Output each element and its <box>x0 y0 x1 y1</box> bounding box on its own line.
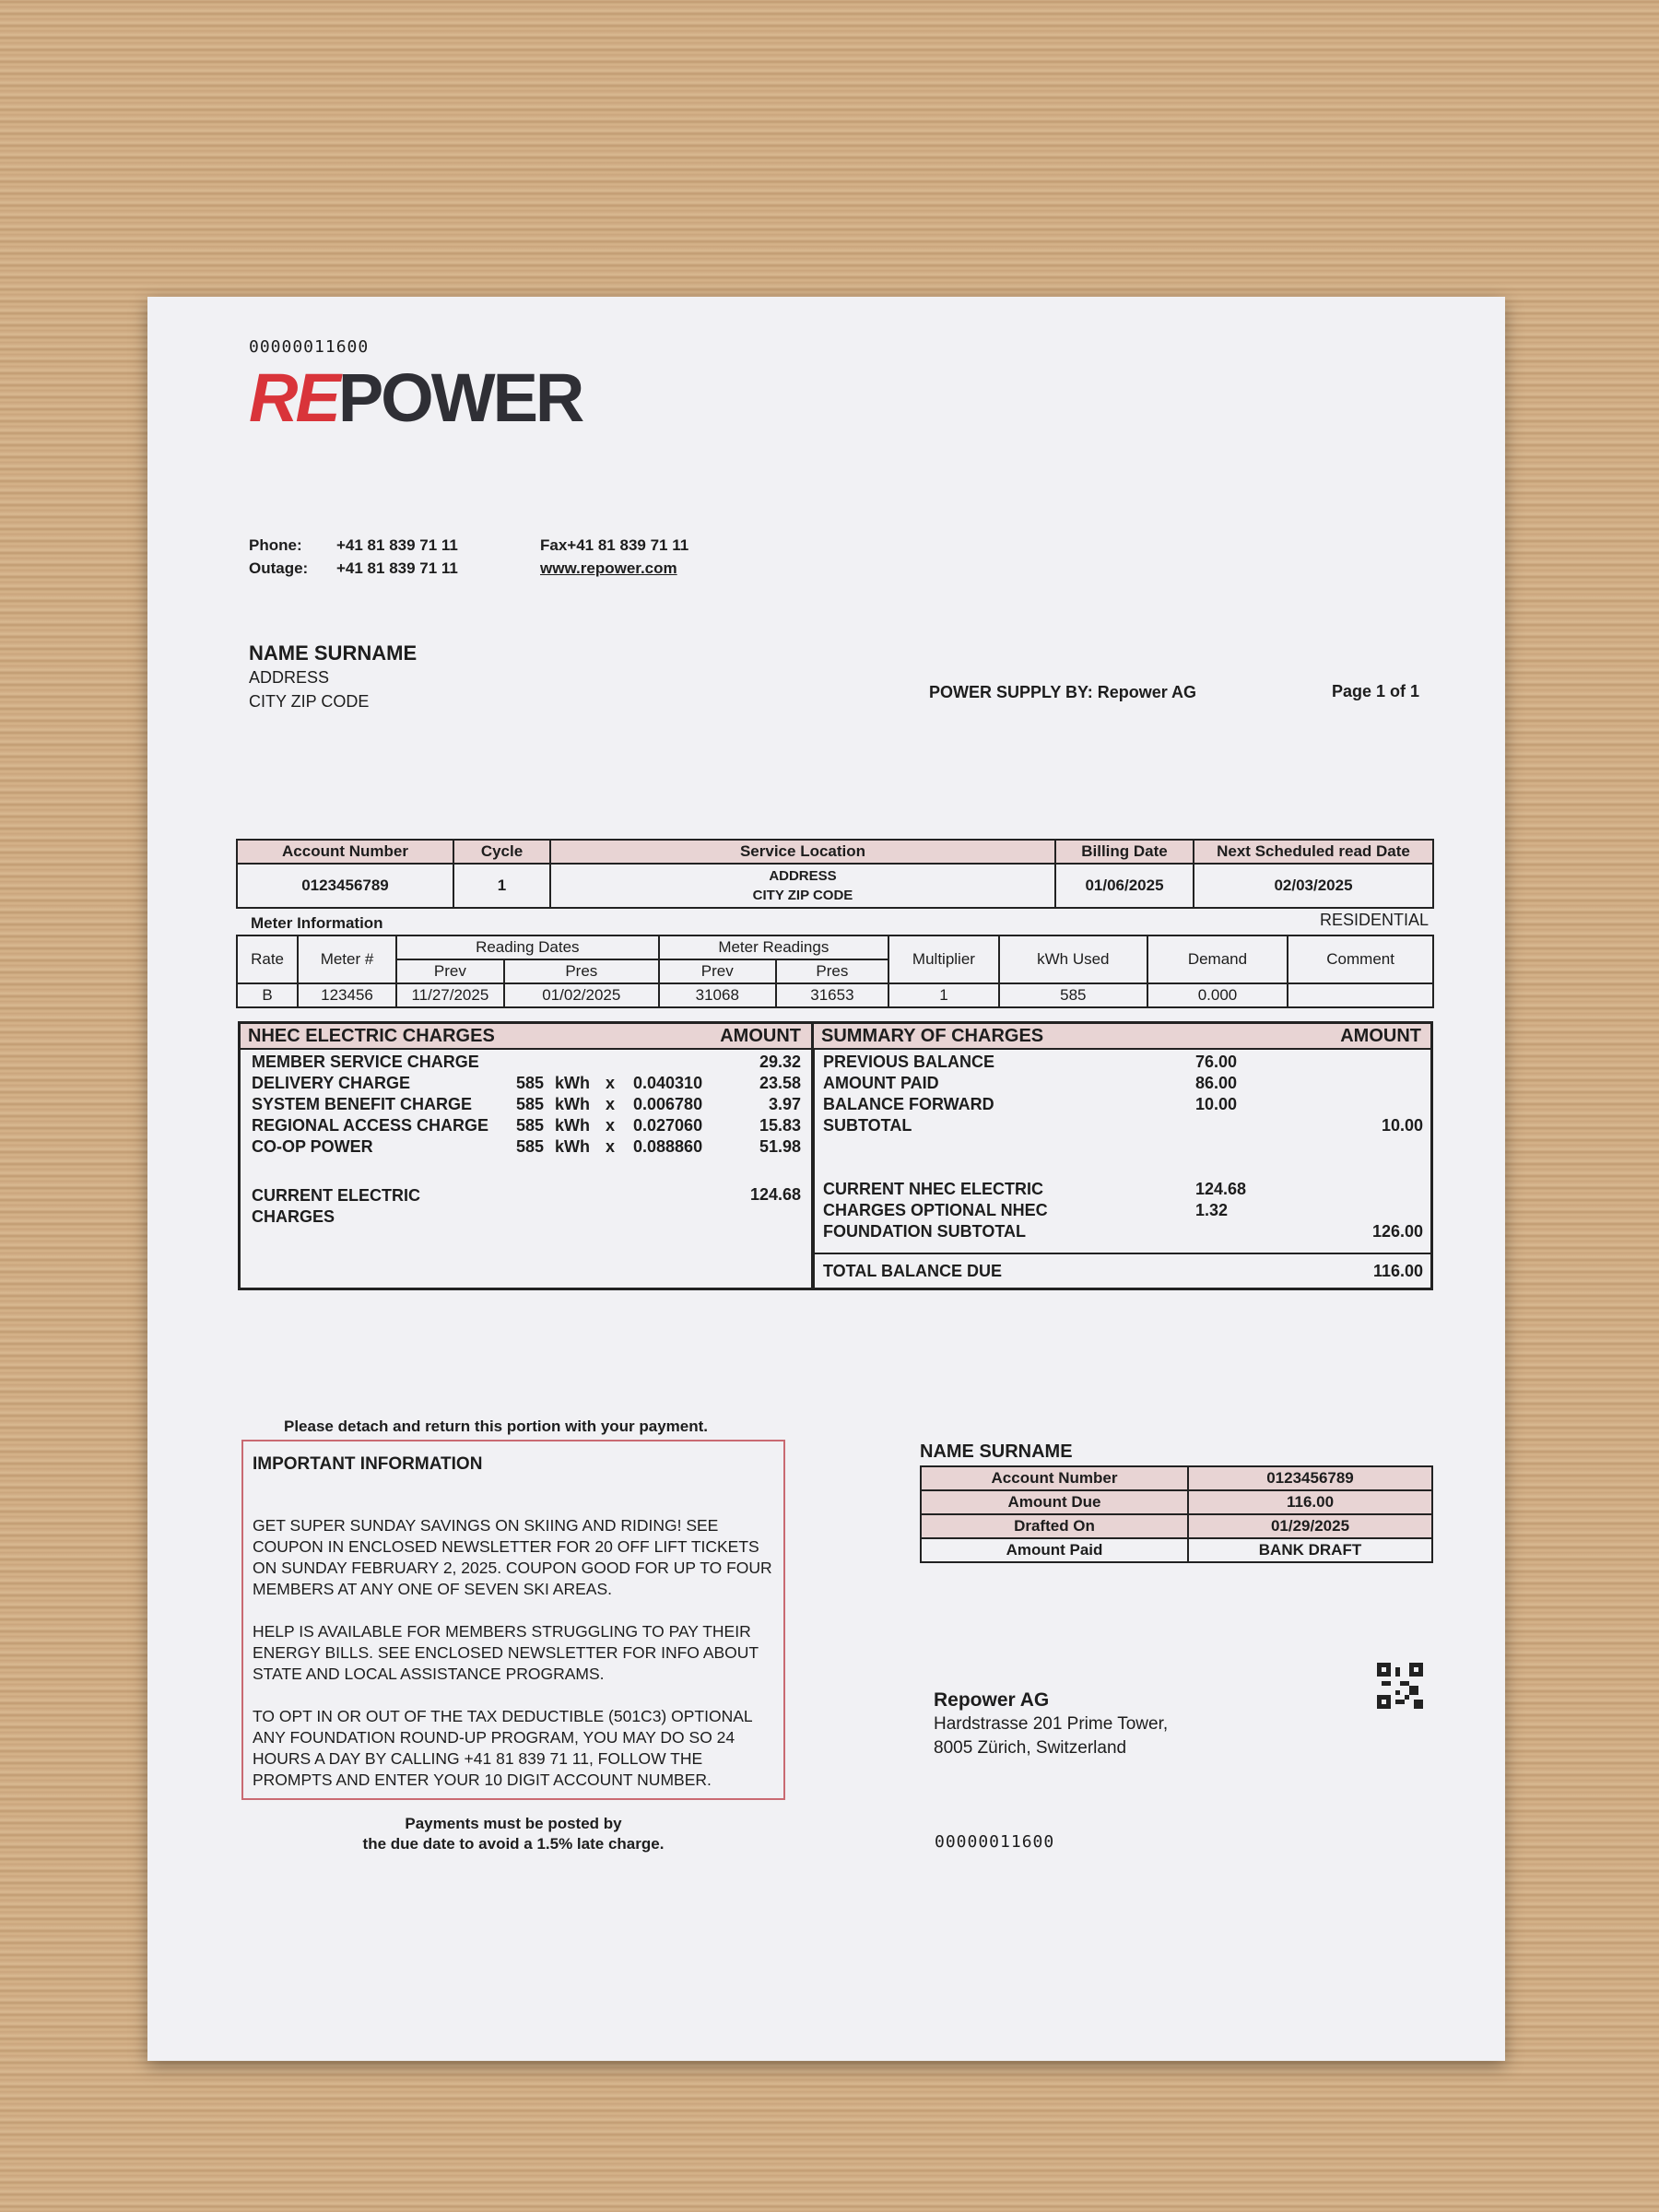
charge-label: MEMBER SERVICE CHARGE <box>252 1053 479 1071</box>
charge-qty: 585 <box>516 1095 545 1113</box>
current-charges-label <box>252 1185 420 1228</box>
important-info-box <box>241 1440 785 1800</box>
footer-code: 00000011600 <box>935 1832 1055 1852</box>
header-read-prev: Prev <box>659 959 776 983</box>
cycle-value: 1 <box>453 864 550 908</box>
header-multiplier: Multiplier <box>888 935 999 983</box>
electric-charges-box <box>238 1021 815 1290</box>
total-balance-value: 116.00 <box>1372 1262 1423 1280</box>
optional-charges-value: 1.32 <box>1195 1201 1229 1219</box>
header-meter-number: Meter # <box>298 935 396 983</box>
detach-note: Please detach and return this portion with your payment. <box>284 1418 709 1435</box>
page-number: Page 1 of 1 <box>1332 682 1420 700</box>
charge-label: DELIVERY CHARGE <box>252 1074 411 1092</box>
remit-label-amount-due: Amount Due <box>921 1490 1188 1514</box>
remit-label-drafted-on: Drafted On <box>921 1514 1188 1538</box>
website-link[interactable]: www.repower.com <box>540 559 677 577</box>
charges-amount-label: AMOUNT <box>720 1026 801 1046</box>
total-balance-label: TOTAL BALANCE DUE <box>823 1262 1003 1280</box>
charge-unit: kWh <box>555 1116 590 1135</box>
balance-forward-value: 10.00 <box>1195 1095 1238 1113</box>
info-paragraph-foundation: TO OPT IN OR OUT OF THE TAX DEDUCTIBLE (501C3) OPTIONAL ANY FOUNDATION ROUND-UP PROGRAM, YOU MAY DO SO 24 HOURS A DAY BY CALLING +41 81 839 71 11, FOLLOW THE PROMPTS AND ENTER YOUR 10 DIGIT ACCOUNT NUMBER. <box>253 1707 752 1789</box>
next-read-date-value: 02/03/2025 <box>1194 864 1433 908</box>
charge-label: REGIONAL ACCESS CHARGE <box>252 1116 489 1135</box>
qr-code-icon <box>1377 1663 1423 1709</box>
previous-balance-value: 76.00 <box>1195 1053 1238 1071</box>
multiplier-value: 1 <box>888 983 999 1007</box>
service-location-value <box>550 864 1055 908</box>
current-charges-label-1: CURRENT ELECTRIC <box>252 1186 420 1205</box>
meter-number-value: 123456 <box>298 983 396 1007</box>
date-pres-value: 01/02/2025 <box>504 983 659 1007</box>
header-kwh-used: kWh Used <box>999 935 1147 983</box>
customer-address: ADDRESS <box>249 668 330 687</box>
charge-qty: 585 <box>516 1137 545 1156</box>
header-service-location: Service Location <box>550 840 1055 864</box>
charge-amount: 3.97 <box>768 1095 801 1113</box>
foundation-subtotal-value: 126.00 <box>1371 1222 1423 1241</box>
subtotal-value: 10.00 <box>1381 1116 1423 1135</box>
summary-title: SUMMARY OF CHARGES <box>821 1026 1044 1046</box>
charge-rate: 0.006780 <box>633 1095 703 1113</box>
company-name: Repower AG <box>934 1689 1050 1711</box>
phone-label: Phone: <box>249 536 302 554</box>
residential-label: RESIDENTIAL <box>1320 911 1430 929</box>
summary-amount-label: AMOUNT <box>1340 1026 1421 1046</box>
header-date-prev: Prev <box>396 959 504 983</box>
charge-rate: 0.088860 <box>633 1137 703 1156</box>
remit-label-account: Account Number <box>921 1466 1188 1490</box>
service-location-line2: CITY ZIP CODE <box>752 888 853 903</box>
optional-charges-label: CHARGES OPTIONAL NHEC <box>823 1201 1048 1219</box>
header-date-pres: Pres <box>504 959 659 983</box>
charge-rate: 0.027060 <box>633 1116 703 1135</box>
meter-info-title: Meter Information <box>251 914 383 932</box>
header-next-read-date: Next Scheduled read Date <box>1194 840 1433 864</box>
service-location-line1: ADDRESS <box>769 868 837 884</box>
charge-x: x <box>606 1116 616 1135</box>
contact-block <box>249 534 458 580</box>
power-supply-by: POWER SUPPLY BY: Repower AG <box>929 683 1197 701</box>
header-rate: Rate <box>237 935 298 983</box>
charge-qty: 585 <box>516 1074 545 1092</box>
charge-x: x <box>606 1074 616 1092</box>
comment-value <box>1288 983 1433 1007</box>
charge-amount: 23.58 <box>759 1074 801 1092</box>
demand-value: 0.000 <box>1147 983 1288 1007</box>
late-note-line-1: Payments must be posted by <box>405 1815 622 1832</box>
meter-header-row-1 <box>237 935 1433 959</box>
balance-forward-label: BALANCE FORWARD <box>823 1095 994 1113</box>
account-table <box>236 839 1434 909</box>
charge-x: x <box>606 1095 616 1113</box>
customer-city: CITY ZIP CODE <box>249 692 370 711</box>
charge-unit: kWh <box>555 1074 590 1092</box>
remit-label-amount-paid: Amount Paid <box>921 1538 1188 1562</box>
charges-header <box>241 1024 812 1050</box>
date-prev-value: 11/27/2025 <box>396 983 504 1007</box>
customer-name: NAME SURNAME <box>249 641 418 665</box>
fax-number: Fax+41 81 839 71 11 <box>540 536 689 554</box>
header-cycle: Cycle <box>453 840 550 864</box>
logo-dark-part: POWER <box>337 359 582 436</box>
charge-label: SYSTEM BENEFIT CHARGE <box>252 1095 473 1113</box>
bill-page <box>147 297 1505 2061</box>
header-reading-dates: Reading Dates <box>396 935 659 959</box>
header-meter-readings: Meter Readings <box>659 935 888 959</box>
kwh-used-value: 585 <box>999 983 1147 1007</box>
late-note-line-2: the due date to avoid a 1.5% late charge. <box>362 1835 665 1853</box>
remit-row <box>921 1466 1432 1490</box>
remit-customer-name: NAME SURNAME <box>920 1441 1073 1462</box>
header-demand: Demand <box>1147 935 1288 983</box>
charge-rate: 0.040310 <box>633 1074 703 1092</box>
charge-amount: 29.32 <box>759 1053 801 1071</box>
previous-balance-label: PREVIOUS BALANCE <box>823 1053 995 1071</box>
read-pres-value: 31653 <box>776 983 888 1007</box>
amount-paid-label: AMOUNT PAID <box>823 1074 939 1092</box>
remit-row <box>921 1490 1432 1514</box>
outage-number: +41 81 839 71 11 <box>336 559 458 577</box>
company-address-block <box>934 1688 1168 1760</box>
logo-red-part: RE <box>249 359 338 436</box>
customer-block <box>249 641 417 713</box>
company-street: Hardstrasse 201 Prime Tower, <box>934 1714 1169 1734</box>
foundation-subtotal-label: FOUNDATION SUBTOTAL <box>823 1222 1026 1241</box>
remit-row <box>921 1514 1432 1538</box>
company-city: 8005 Zürich, Switzerland <box>934 1738 1127 1758</box>
late-charge-note <box>241 1814 785 1854</box>
charge-label: CO-OP POWER <box>252 1137 373 1156</box>
remit-value-drafted-on: 01/29/2025 <box>1188 1514 1432 1538</box>
account-number-value: 0123456789 <box>237 864 453 908</box>
charge-qty: 585 <box>516 1116 545 1135</box>
charge-amount: 15.83 <box>759 1116 801 1135</box>
remit-table <box>920 1465 1433 1563</box>
remit-value-account: 0123456789 <box>1188 1466 1432 1490</box>
header-read-pres: Pres <box>776 959 888 983</box>
total-divider <box>814 1253 1430 1254</box>
important-info-title: IMPORTANT INFORMATION <box>253 1454 483 1474</box>
account-table-header <box>237 840 1433 864</box>
remit-value-amount-due: 116.00 <box>1188 1490 1432 1514</box>
billing-date-value: 01/06/2025 <box>1055 864 1194 908</box>
summary-header <box>814 1024 1430 1050</box>
header-comment: Comment <box>1288 935 1433 983</box>
meter-table <box>236 935 1434 1008</box>
charge-amount: 51.98 <box>759 1137 801 1156</box>
current-charges-label-2: CHARGES <box>252 1207 335 1226</box>
current-charges-amount: 124.68 <box>749 1185 801 1204</box>
header-account-number: Account Number <box>237 840 453 864</box>
repower-logo <box>249 361 582 435</box>
rate-value: B <box>237 983 298 1007</box>
current-nhec-value: 124.68 <box>1195 1180 1247 1198</box>
info-paragraph-help: HELP IS AVAILABLE FOR MEMBERS STRUGGLING TO PAY THEIR ENERGY BILLS. SEE ENCLOSED NEWSLETTER FOR INFO ABOUT STATE AND LOCAL ASSISTANCE PROGRAMS. <box>253 1622 759 1683</box>
remit-row <box>921 1538 1432 1562</box>
charge-unit: kWh <box>555 1137 590 1156</box>
fax-web-block <box>540 534 688 580</box>
remit-value-amount-paid: BANK DRAFT <box>1188 1538 1432 1562</box>
document-code: 00000011600 <box>249 337 370 357</box>
info-paragraph-ski: GET SUPER SUNDAY SAVINGS ON SKIING AND RIDING! SEE COUPON IN ENCLOSED NEWSLETTER FOR 20 OFF LIFT TICKETS ON SUNDAY FEBRUARY 2, 2025. COUPON GOOD FOR UP TO FOUR MEMBERS AT ANY ONE OF SEVEN SKI AREAS. <box>253 1516 772 1598</box>
charge-x: x <box>606 1137 616 1156</box>
charge-unit: kWh <box>555 1095 590 1113</box>
account-table-row <box>237 864 1433 908</box>
read-prev-value: 31068 <box>659 983 776 1007</box>
meter-data-row <box>237 983 1433 1007</box>
amount-paid-value: 86.00 <box>1195 1074 1238 1092</box>
charges-title: NHEC ELECTRIC CHARGES <box>248 1026 495 1046</box>
phone-number: +41 81 839 71 11 <box>336 536 458 554</box>
current-nhec-label: CURRENT NHEC ELECTRIC <box>823 1180 1044 1198</box>
header-billing-date: Billing Date <box>1055 840 1194 864</box>
subtotal-label: SUBTOTAL <box>823 1116 912 1135</box>
summary-box <box>811 1021 1433 1290</box>
outage-label: Outage: <box>249 559 309 577</box>
